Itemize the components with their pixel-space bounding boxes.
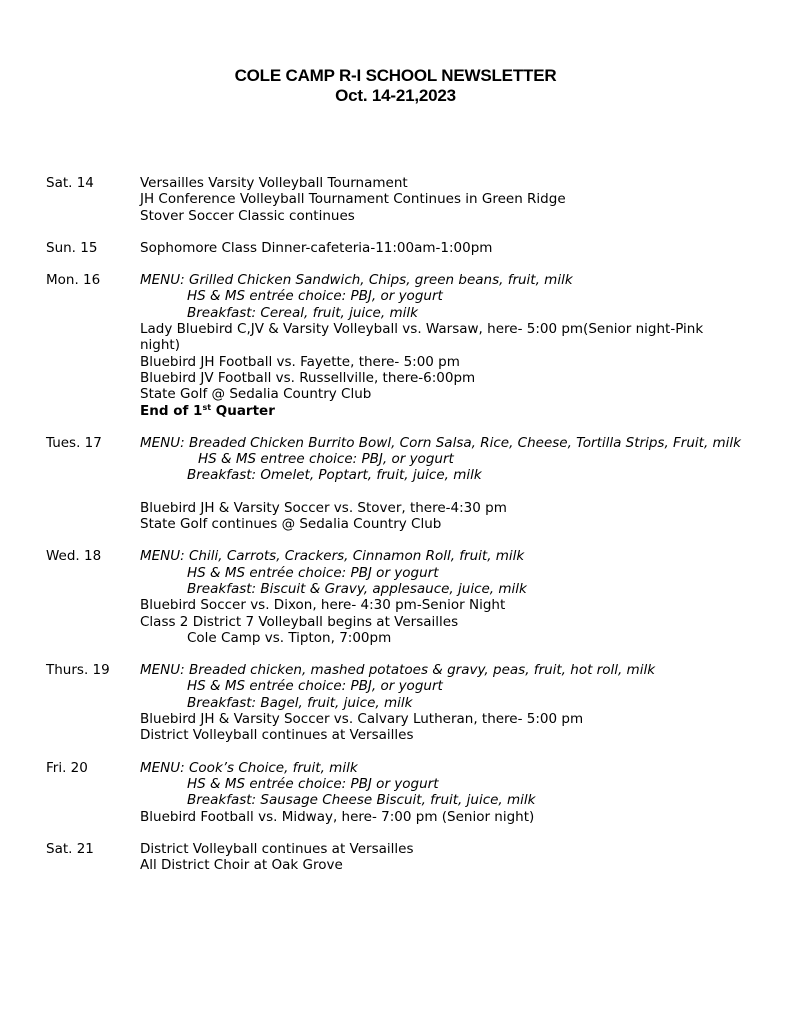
event-line: Bluebird JV Football vs. Russellville, there-6:00pm: [140, 369, 476, 386]
day-label: Wed. 18: [46, 548, 102, 565]
event-line: District Volleyball continues at Versailles: [140, 840, 414, 857]
day-events: [140, 841, 746, 874]
day-label: Thurs. 19: [46, 662, 110, 679]
entree-line: HS & MS entrée choice: PBJ or yogurt: [187, 775, 439, 792]
day-events: [140, 548, 746, 646]
menu-line: MENU: Chili, Carrots, Crackers, Cinnamon Roll, fruit, milk: [140, 548, 525, 565]
event-line: Versailles Varsity Volleyball Tournament: [140, 175, 408, 191]
end-of-quarter-note: [140, 403, 746, 419]
event-line: State Golf continues @ Sedalia Country Club: [140, 516, 442, 533]
event-line: Lady Bluebird C,JV & Varsity Volleyball vs. Warsaw, here- 5:00 pm(Senior night-Pink night): [140, 321, 704, 354]
entree-line: HS & MS entrée choice: PBJ, or yogurt: [187, 288, 443, 305]
day-events: [140, 760, 746, 825]
day-label: Sat. 21: [46, 840, 94, 857]
event-line: Bluebird Soccer vs. Dixon, here- 4:30 pm-Senior Night: [140, 597, 506, 614]
newsletter-title: COLE CAMP R-I SCHOOL NEWSLETTER: [234, 66, 557, 85]
entree-line: HS & MS entree choice: PBJ, or yogurt: [198, 451, 454, 468]
day-events: [140, 240, 746, 256]
event-line: Bluebird JH & Varsity Soccer vs. Stover, there-4:30 pm: [140, 499, 507, 516]
day-thurs-19: [46, 662, 746, 743]
schedule: [46, 175, 746, 889]
day-fri-20: [46, 760, 746, 825]
day-events: [140, 435, 746, 532]
entree-line: HS & MS entrée choice: PBJ, or yogurt: [187, 678, 443, 695]
breakfast-line: Breakfast: Biscuit & Gravy, applesauce, juice, milk: [187, 580, 527, 597]
menu-line: MENU: Grilled Chicken Sandwich, Chips, green beans, fruit, milk: [140, 272, 573, 289]
quarter-suffix: Quarter: [211, 402, 275, 419]
menu-line: MENU: Breaded chicken, mashed potatoes & gravy, peas, fruit, hot roll, milk: [140, 662, 656, 679]
day-tues-17: [46, 435, 746, 532]
day-events: [140, 662, 746, 743]
blank-line: [140, 484, 746, 500]
quarter-ordinal: st: [202, 402, 212, 412]
event-line-indented: Cole Camp vs. Tipton, 7:00pm: [187, 629, 392, 646]
day-events: [140, 175, 746, 224]
entree-line: HS & MS entrée choice: PBJ or yogurt: [187, 564, 439, 581]
event-line: Sophomore Class Dinner-cafeteria-11:00am-1:00pm: [140, 239, 493, 256]
menu-line: MENU: Cook’s Choice, fruit, milk: [140, 759, 358, 776]
event-line: Bluebird Football vs. Midway, here- 7:00 pm (Senior night): [140, 808, 535, 825]
quarter-text: End of 1: [140, 402, 203, 419]
day-label: Mon. 16: [46, 272, 101, 289]
event-line: District Volleyball continues at Versailles: [140, 727, 414, 744]
day-label: Sat. 14: [46, 175, 94, 191]
menu-line: MENU: Breaded Chicken Burrito Bowl, Corn Salsa, Rice, Cheese, Tortilla Strips, Fruit, milk: [140, 434, 741, 451]
day-sat-14: [46, 175, 746, 224]
day-wed-18: [46, 548, 746, 646]
breakfast-line: Breakfast: Bagel, fruit, juice, milk: [187, 694, 413, 711]
breakfast-line: Breakfast: Cereal, fruit, juice, milk: [187, 304, 418, 321]
day-sat-21: [46, 841, 746, 874]
day-label: Tues. 17: [46, 434, 102, 451]
day-mon-16: [46, 272, 746, 419]
event-line: State Golf @ Sedalia Country Club: [140, 386, 372, 403]
day-events: [140, 272, 746, 419]
event-line: Stover Soccer Classic continues: [140, 207, 355, 224]
day-label: Fri. 20: [46, 759, 88, 776]
newsletter-dates: Oct. 14-21,2023: [335, 86, 456, 105]
event-line: Class 2 District 7 Volleyball begins at Versailles: [140, 613, 459, 630]
event-line: All District Choir at Oak Grove: [140, 857, 343, 874]
breakfast-line: Breakfast: Sausage Cheese Biscuit, fruit, juice, milk: [187, 792, 536, 809]
breakfast-line: Breakfast: Omelet, Poptart, fruit, juice, milk: [187, 467, 482, 484]
newsletter-header: [0, 66, 791, 106]
day-sun-15: [46, 240, 746, 256]
event-line: JH Conference Volleyball Tournament Continues in Green Ridge: [140, 191, 566, 208]
event-line: Bluebird JH & Varsity Soccer vs. Calvary Lutheran, there- 5:00 pm: [140, 711, 584, 728]
event-line: Bluebird JH Football vs. Fayette, there- 5:00 pm: [140, 353, 460, 370]
day-label: Sun. 15: [46, 239, 98, 256]
